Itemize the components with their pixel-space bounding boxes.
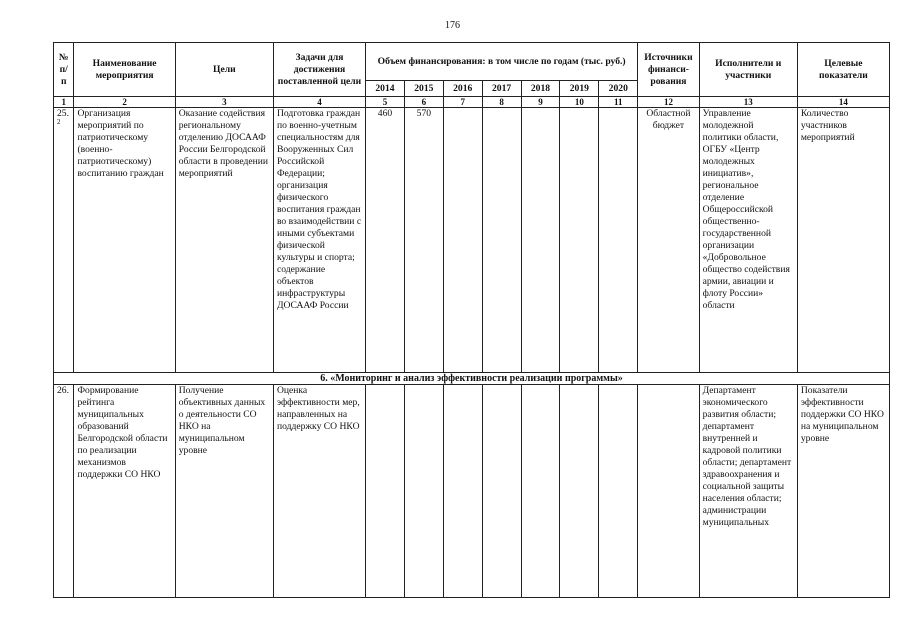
header-executors: Исполнители и участники (699, 43, 797, 97)
table-row (54, 385, 890, 598)
column-number: 6 (404, 97, 443, 108)
column-number: 9 (521, 97, 560, 108)
row-funding-2019 (560, 108, 599, 373)
header-tasks: Задачи для достижения поставленной цели (273, 43, 365, 97)
row-num-cell (54, 108, 74, 373)
row-goals: Оказание содействия региональному отделению ДОСААФ России Белгородской области в проведении мероприятий (175, 108, 273, 373)
row-sources: Областной бюджет (638, 108, 699, 373)
row-funding-2020 (599, 108, 638, 373)
row-executors: Департамент экономического развития области; департамент внутренней и кадровой политики области; департамент здравоохранения и социальной защиты населения области; администрации муниципальных (699, 385, 797, 598)
row-num: 25. (57, 108, 69, 119)
row-funding-2015 (404, 385, 443, 598)
column-number: 7 (443, 97, 482, 108)
column-number: 4 (273, 97, 365, 108)
column-number: 11 (599, 97, 638, 108)
column-number: 1 (54, 97, 74, 108)
row-executors: Управление молодежной политики области, ОГБУ «Центр молодежных инициатив», региональное отделение Общероссийской общественно-государственной организации «Добровольное общество содействия армии, авиации и флоту России» области (699, 108, 797, 373)
row-tasks: Подготовка граждан по военно-учетным специальностям для Вооруженных Сил Российской Федерации; организация физического воспитания граждан во взаимодействии с иными субъектами физической культуры и спорта; содержание объектов инфраструктуры ДОСААФ России (273, 108, 365, 373)
header-goals: Цели (175, 43, 273, 97)
row-tasks: Оценка эффективности мер, направленных на поддержку СО НКО (273, 385, 365, 598)
column-number: 2 (74, 97, 175, 108)
header-num: № п/п (54, 43, 74, 97)
column-number: 10 (560, 97, 599, 108)
table-row (54, 108, 890, 373)
header-year: 2020 (599, 81, 638, 97)
row-name: Организация мероприятий по патриотическому (военно-патриотическому) воспитанию граждан (74, 108, 175, 373)
column-number: 8 (482, 97, 521, 108)
row-num: 26. (54, 385, 74, 598)
page-number: 176 (445, 20, 460, 31)
row-name: Формирование рейтинга муниципальных образований Белгородской области по реализации механизмов поддержки СО НКО (74, 385, 175, 598)
row-funding-2017 (482, 108, 521, 373)
row-targets: Показатели эффективности поддержки СО НКО на муниципальном уровне (797, 385, 889, 598)
row-funding-2018 (521, 385, 560, 598)
row-num-superscript: 2 (57, 117, 61, 126)
header-funding: Объем финансирования: в том числе по годам (тыс. руб.) (366, 43, 638, 81)
row-funding-2016 (443, 385, 482, 598)
header-year: 2015 (404, 81, 443, 97)
header-year: 2016 (443, 81, 482, 97)
column-number: 12 (638, 97, 699, 108)
row-funding-2018 (521, 108, 560, 373)
row-sources (638, 385, 699, 598)
row-funding-2019 (560, 385, 599, 598)
column-number: 5 (366, 97, 405, 108)
column-number: 14 (797, 97, 889, 108)
header-year: 2017 (482, 81, 521, 97)
header-year: 2014 (366, 81, 405, 97)
row-goals: Получение объективных данных о деятельности СО НКО на муниципальном уровне (175, 385, 273, 598)
row-funding-2015: 570 (404, 108, 443, 373)
row-funding-2014 (366, 385, 405, 598)
row-targets: Количество участников мероприятий (797, 108, 889, 373)
program-activities-table (53, 42, 890, 598)
header-year: 2019 (560, 81, 599, 97)
section-title: 6. «Мониторинг и анализ эффективности реализации программы» (54, 373, 890, 385)
row-funding-2017 (482, 385, 521, 598)
header-name: Наименование мероприятия (74, 43, 175, 97)
header-sources: Источники финанси-рования (638, 43, 699, 97)
row-funding-2016 (443, 108, 482, 373)
header-year: 2018 (521, 81, 560, 97)
header-targets: Целевые показатели (797, 43, 889, 97)
row-funding-2020 (599, 385, 638, 598)
column-number: 3 (175, 97, 273, 108)
row-funding-2014: 460 (366, 108, 405, 373)
column-number: 13 (699, 97, 797, 108)
